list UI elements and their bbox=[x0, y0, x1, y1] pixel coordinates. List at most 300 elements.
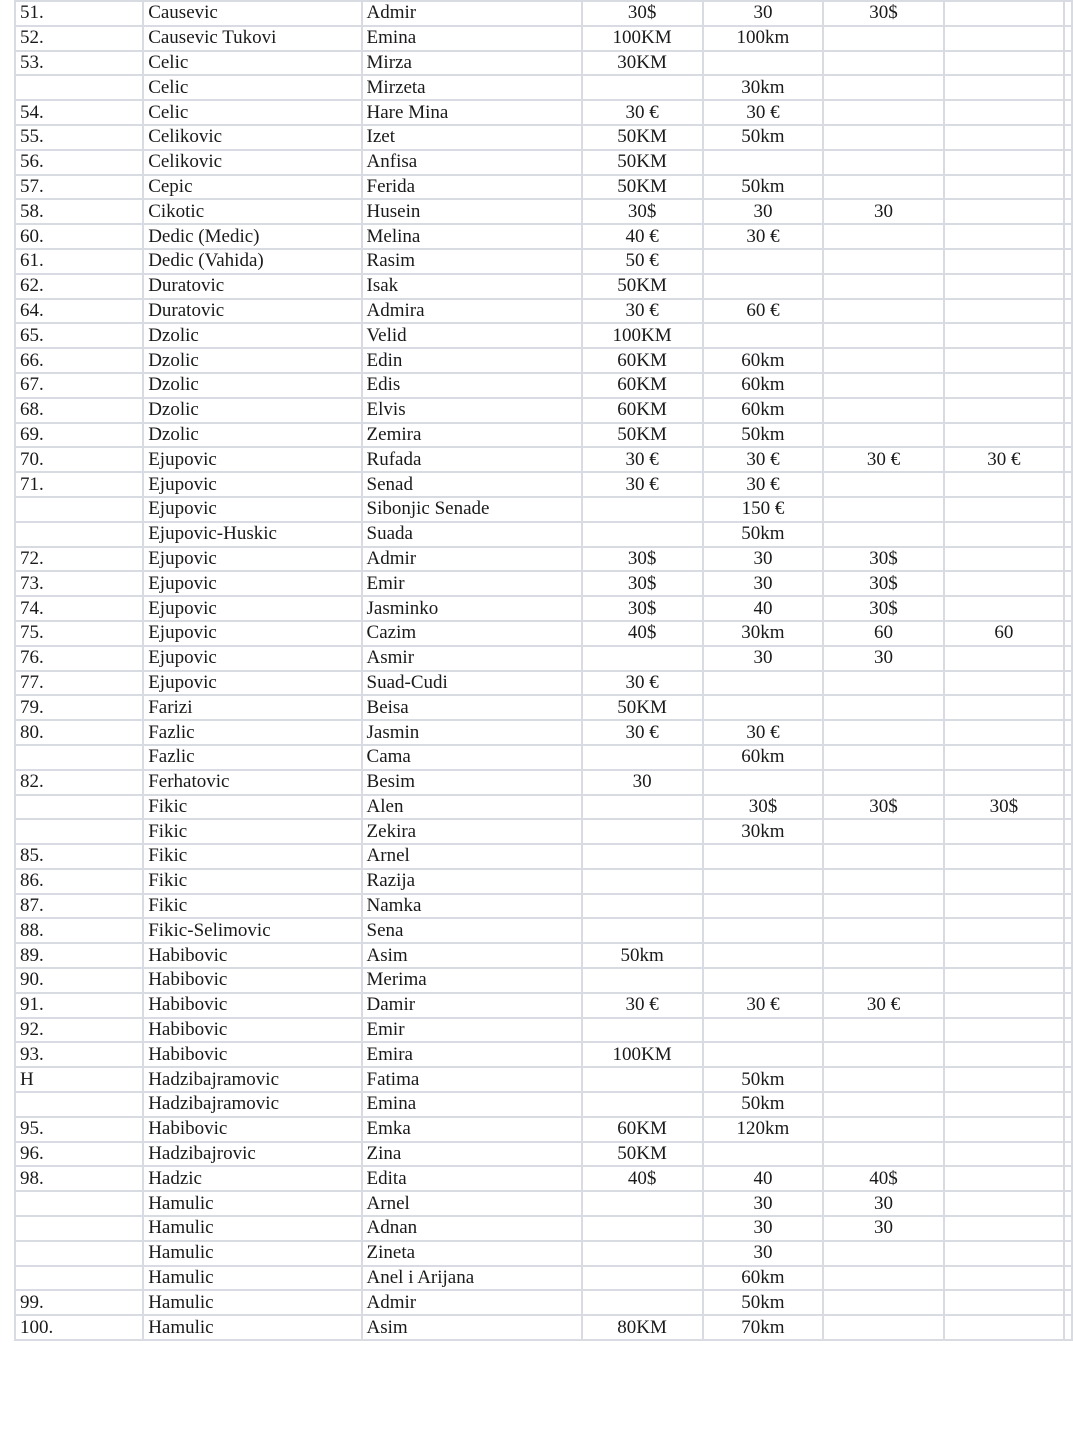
edge-cell bbox=[1064, 1092, 1072, 1117]
row-number-cell: 66. bbox=[15, 348, 143, 373]
last-name-cell: Habibovic bbox=[143, 1117, 361, 1142]
amount-1-cell: 60KM bbox=[582, 373, 703, 398]
first-name-cell: Izet bbox=[362, 125, 582, 150]
amount-3-cell: 30 € bbox=[823, 993, 943, 1018]
edge-cell bbox=[1064, 596, 1072, 621]
amount-3-cell: 30$ bbox=[823, 547, 943, 572]
edge-cell bbox=[1064, 224, 1072, 249]
amount-4-cell bbox=[944, 869, 1064, 894]
amount-4-cell bbox=[944, 1191, 1064, 1216]
table-row bbox=[15, 323, 1072, 348]
amount-3-cell bbox=[823, 1315, 943, 1340]
first-name-cell: Asim bbox=[362, 1315, 582, 1340]
first-name-cell: Admir bbox=[362, 1, 582, 26]
amount-3-cell bbox=[823, 671, 943, 696]
amount-2-cell bbox=[703, 943, 824, 968]
row-number-cell: 92. bbox=[15, 1018, 143, 1043]
amount-3-cell bbox=[823, 348, 943, 373]
amount-2-cell: 30 bbox=[703, 571, 824, 596]
edge-cell bbox=[1064, 1018, 1072, 1043]
edge-cell bbox=[1064, 398, 1072, 423]
amount-3-cell: 30 bbox=[823, 199, 943, 224]
amount-4-cell bbox=[944, 968, 1064, 993]
amount-2-cell bbox=[703, 249, 824, 274]
amount-1-cell: 30 € bbox=[582, 299, 703, 324]
last-name-cell: Dzolic bbox=[143, 348, 361, 373]
last-name-cell: Cepic bbox=[143, 175, 361, 200]
first-name-cell: Melina bbox=[362, 224, 582, 249]
amount-1-cell: 60KM bbox=[582, 348, 703, 373]
amount-2-cell: 120km bbox=[703, 1117, 824, 1142]
row-number-cell: 93. bbox=[15, 1042, 143, 1067]
amount-1-cell bbox=[582, 522, 703, 547]
edge-cell bbox=[1064, 646, 1072, 671]
first-name-cell: Emina bbox=[362, 1092, 582, 1117]
amount-4-cell bbox=[944, 646, 1064, 671]
first-name-cell: Adnan bbox=[362, 1216, 582, 1241]
amount-4-cell bbox=[944, 1042, 1064, 1067]
first-name-cell: Razija bbox=[362, 869, 582, 894]
amount-1-cell: 50KM bbox=[582, 423, 703, 448]
amount-3-cell bbox=[823, 150, 943, 175]
amount-1-cell: 100KM bbox=[582, 1042, 703, 1067]
amount-4-cell bbox=[944, 1315, 1064, 1340]
table-row bbox=[15, 224, 1072, 249]
amount-2-cell: 60 € bbox=[703, 299, 824, 324]
row-number-cell bbox=[15, 75, 143, 100]
amount-2-cell bbox=[703, 918, 824, 943]
amount-4-cell bbox=[944, 695, 1064, 720]
last-name-cell: Fikic bbox=[143, 795, 361, 820]
amount-4-cell bbox=[944, 26, 1064, 51]
amount-4-cell bbox=[944, 373, 1064, 398]
amount-4-cell bbox=[944, 671, 1064, 696]
last-name-cell: Celikovic bbox=[143, 125, 361, 150]
first-name-cell: Emir bbox=[362, 571, 582, 596]
amount-1-cell: 30 € bbox=[582, 447, 703, 472]
amount-2-cell: 30 bbox=[703, 1191, 824, 1216]
amount-2-cell bbox=[703, 671, 824, 696]
row-number-cell bbox=[15, 819, 143, 844]
amount-3-cell: 60 bbox=[823, 621, 943, 646]
table-row bbox=[15, 1191, 1072, 1216]
amount-3-cell bbox=[823, 819, 943, 844]
amount-4-cell bbox=[944, 249, 1064, 274]
last-name-cell: Hadzibajramovic bbox=[143, 1092, 361, 1117]
amount-2-cell bbox=[703, 869, 824, 894]
row-number-cell: 70. bbox=[15, 447, 143, 472]
amount-2-cell: 30km bbox=[703, 819, 824, 844]
first-name-cell: Zina bbox=[362, 1142, 582, 1167]
edge-cell bbox=[1064, 323, 1072, 348]
first-name-cell: Isak bbox=[362, 274, 582, 299]
first-name-cell: Mirzeta bbox=[362, 75, 582, 100]
row-number-cell: 60. bbox=[15, 224, 143, 249]
edge-cell bbox=[1064, 993, 1072, 1018]
amount-4-cell bbox=[944, 497, 1064, 522]
amount-1-cell bbox=[582, 1290, 703, 1315]
table-row bbox=[15, 1042, 1072, 1067]
first-name-cell: Edin bbox=[362, 348, 582, 373]
amount-2-cell: 30 bbox=[703, 1, 824, 26]
amount-4-cell bbox=[944, 398, 1064, 423]
amount-1-cell: 100KM bbox=[582, 26, 703, 51]
edge-cell bbox=[1064, 1166, 1072, 1191]
row-number-cell bbox=[15, 1241, 143, 1266]
amount-4-cell bbox=[944, 274, 1064, 299]
amount-4-cell: 60 bbox=[944, 621, 1064, 646]
last-name-cell: Dzolic bbox=[143, 398, 361, 423]
first-name-cell: Arnel bbox=[362, 844, 582, 869]
amount-3-cell bbox=[823, 1092, 943, 1117]
row-number-cell: H bbox=[15, 1067, 143, 1092]
last-name-cell: Ejupovic bbox=[143, 646, 361, 671]
edge-cell bbox=[1064, 943, 1072, 968]
amount-3-cell: 30 bbox=[823, 646, 943, 671]
row-number-cell: 51. bbox=[15, 1, 143, 26]
edge-cell bbox=[1064, 423, 1072, 448]
last-name-cell: Ejupovic bbox=[143, 497, 361, 522]
table-row bbox=[15, 1067, 1072, 1092]
last-name-cell: Hamulic bbox=[143, 1315, 361, 1340]
table-row bbox=[15, 1092, 1072, 1117]
table-row bbox=[15, 447, 1072, 472]
amount-1-cell bbox=[582, 968, 703, 993]
amount-3-cell bbox=[823, 26, 943, 51]
amount-1-cell bbox=[582, 1216, 703, 1241]
amount-4-cell bbox=[944, 1092, 1064, 1117]
amount-1-cell: 40 € bbox=[582, 224, 703, 249]
last-name-cell: Causevic Tukovi bbox=[143, 26, 361, 51]
edge-cell bbox=[1064, 1315, 1072, 1340]
amount-3-cell bbox=[823, 1241, 943, 1266]
amount-3-cell: 30$ bbox=[823, 596, 943, 621]
table-row bbox=[15, 770, 1072, 795]
row-number-cell: 76. bbox=[15, 646, 143, 671]
table-row bbox=[15, 1315, 1072, 1340]
amount-3-cell bbox=[823, 423, 943, 448]
amount-2-cell: 30 bbox=[703, 1241, 824, 1266]
amount-1-cell: 30 € bbox=[582, 100, 703, 125]
amount-3-cell bbox=[823, 299, 943, 324]
amount-4-cell bbox=[944, 1216, 1064, 1241]
first-name-cell: Sibonjic Senade bbox=[362, 497, 582, 522]
amount-4-cell bbox=[944, 819, 1064, 844]
edge-cell bbox=[1064, 175, 1072, 200]
last-name-cell: Hamulic bbox=[143, 1216, 361, 1241]
row-number-cell: 85. bbox=[15, 844, 143, 869]
table-row bbox=[15, 398, 1072, 423]
row-number-cell: 54. bbox=[15, 100, 143, 125]
table-row bbox=[15, 423, 1072, 448]
table-row bbox=[15, 1, 1072, 26]
edge-cell bbox=[1064, 770, 1072, 795]
amount-1-cell: 50 € bbox=[582, 249, 703, 274]
edge-cell bbox=[1064, 1067, 1072, 1092]
table-row bbox=[15, 894, 1072, 919]
table-row bbox=[15, 497, 1072, 522]
table-row bbox=[15, 522, 1072, 547]
row-number-cell bbox=[15, 1266, 143, 1291]
first-name-cell: Cama bbox=[362, 745, 582, 770]
amount-2-cell: 60km bbox=[703, 348, 824, 373]
amount-3-cell bbox=[823, 497, 943, 522]
table-row bbox=[15, 1266, 1072, 1291]
amount-2-cell: 30 € bbox=[703, 993, 824, 1018]
last-name-cell: Dzolic bbox=[143, 423, 361, 448]
row-number-cell bbox=[15, 745, 143, 770]
row-number-cell: 71. bbox=[15, 472, 143, 497]
first-name-cell: Zemira bbox=[362, 423, 582, 448]
amount-2-cell: 30 bbox=[703, 547, 824, 572]
amount-3-cell bbox=[823, 323, 943, 348]
row-number-cell: 72. bbox=[15, 547, 143, 572]
edge-cell bbox=[1064, 844, 1072, 869]
amount-3-cell bbox=[823, 1290, 943, 1315]
amount-2-cell: 50km bbox=[703, 1290, 824, 1315]
amount-4-cell bbox=[944, 1018, 1064, 1043]
amount-4-cell bbox=[944, 993, 1064, 1018]
amount-3-cell bbox=[823, 472, 943, 497]
amount-1-cell bbox=[582, 844, 703, 869]
first-name-cell: Emka bbox=[362, 1117, 582, 1142]
amount-4-cell bbox=[944, 894, 1064, 919]
amount-4-cell bbox=[944, 1067, 1064, 1092]
edge-cell bbox=[1064, 1191, 1072, 1216]
row-number-cell: 58. bbox=[15, 199, 143, 224]
amount-1-cell: 50KM bbox=[582, 175, 703, 200]
amount-2-cell: 60km bbox=[703, 398, 824, 423]
amount-2-cell bbox=[703, 150, 824, 175]
row-number-cell: 96. bbox=[15, 1142, 143, 1167]
amount-4-cell bbox=[944, 720, 1064, 745]
amount-3-cell: 30$ bbox=[823, 1, 943, 26]
last-name-cell: Ejupovic bbox=[143, 447, 361, 472]
row-number-cell: 73. bbox=[15, 571, 143, 596]
last-name-cell: Celic bbox=[143, 51, 361, 76]
last-name-cell: Fazlic bbox=[143, 745, 361, 770]
amount-3-cell bbox=[823, 100, 943, 125]
first-name-cell: Fatima bbox=[362, 1067, 582, 1092]
amount-3-cell bbox=[823, 398, 943, 423]
edge-cell bbox=[1064, 249, 1072, 274]
amount-1-cell: 100KM bbox=[582, 323, 703, 348]
first-name-cell: Besim bbox=[362, 770, 582, 795]
last-name-cell: Celic bbox=[143, 100, 361, 125]
amount-1-cell bbox=[582, 75, 703, 100]
amount-3-cell bbox=[823, 968, 943, 993]
row-number-cell: 62. bbox=[15, 274, 143, 299]
edge-cell bbox=[1064, 497, 1072, 522]
amount-2-cell: 30 € bbox=[703, 224, 824, 249]
amount-4-cell bbox=[944, 1166, 1064, 1191]
first-name-cell: Cazim bbox=[362, 621, 582, 646]
amount-3-cell bbox=[823, 770, 943, 795]
edge-cell bbox=[1064, 1, 1072, 26]
row-number-cell bbox=[15, 522, 143, 547]
table-row bbox=[15, 249, 1072, 274]
edge-cell bbox=[1064, 472, 1072, 497]
amount-1-cell: 30$ bbox=[582, 596, 703, 621]
edge-cell bbox=[1064, 373, 1072, 398]
amount-1-cell: 50KM bbox=[582, 695, 703, 720]
edge-cell bbox=[1064, 918, 1072, 943]
first-name-cell: Velid bbox=[362, 323, 582, 348]
table-row bbox=[15, 472, 1072, 497]
last-name-cell: Ejupovic bbox=[143, 571, 361, 596]
amount-3-cell bbox=[823, 51, 943, 76]
amount-4-cell bbox=[944, 125, 1064, 150]
amount-1-cell bbox=[582, 1266, 703, 1291]
last-name-cell: Hadzic bbox=[143, 1166, 361, 1191]
amount-3-cell bbox=[823, 224, 943, 249]
table-row bbox=[15, 75, 1072, 100]
amount-4-cell bbox=[944, 1290, 1064, 1315]
last-name-cell: Hamulic bbox=[143, 1290, 361, 1315]
amount-1-cell: 30$ bbox=[582, 199, 703, 224]
amount-2-cell: 70km bbox=[703, 1315, 824, 1340]
row-number-cell bbox=[15, 497, 143, 522]
last-name-cell: Ejupovic bbox=[143, 671, 361, 696]
edge-cell bbox=[1064, 447, 1072, 472]
last-name-cell: Habibovic bbox=[143, 1018, 361, 1043]
row-number-cell: 75. bbox=[15, 621, 143, 646]
amount-1-cell bbox=[582, 745, 703, 770]
amount-1-cell: 50km bbox=[582, 943, 703, 968]
amount-1-cell: 30 € bbox=[582, 472, 703, 497]
edge-cell bbox=[1064, 51, 1072, 76]
amount-1-cell bbox=[582, 497, 703, 522]
first-name-cell: Alen bbox=[362, 795, 582, 820]
amount-3-cell bbox=[823, 1142, 943, 1167]
amount-1-cell bbox=[582, 1092, 703, 1117]
table-row bbox=[15, 844, 1072, 869]
edge-cell bbox=[1064, 522, 1072, 547]
row-number-cell: 90. bbox=[15, 968, 143, 993]
amount-2-cell bbox=[703, 894, 824, 919]
row-number-cell: 98. bbox=[15, 1166, 143, 1191]
amount-4-cell bbox=[944, 323, 1064, 348]
amount-4-cell bbox=[944, 571, 1064, 596]
table-row bbox=[15, 125, 1072, 150]
amount-3-cell bbox=[823, 1117, 943, 1142]
amount-3-cell bbox=[823, 918, 943, 943]
amount-2-cell: 50km bbox=[703, 522, 824, 547]
edge-cell bbox=[1064, 869, 1072, 894]
first-name-cell: Asim bbox=[362, 943, 582, 968]
amount-3-cell bbox=[823, 522, 943, 547]
first-name-cell: Admir bbox=[362, 547, 582, 572]
first-name-cell: Merima bbox=[362, 968, 582, 993]
row-number-cell: 64. bbox=[15, 299, 143, 324]
edge-cell bbox=[1064, 968, 1072, 993]
table-row bbox=[15, 943, 1072, 968]
edge-cell bbox=[1064, 894, 1072, 919]
edge-cell bbox=[1064, 571, 1072, 596]
amount-3-cell bbox=[823, 125, 943, 150]
amount-3-cell: 40$ bbox=[823, 1166, 943, 1191]
row-number-cell: 55. bbox=[15, 125, 143, 150]
row-number-cell: 89. bbox=[15, 943, 143, 968]
table-row bbox=[15, 671, 1072, 696]
row-number-cell: 95. bbox=[15, 1117, 143, 1142]
amount-3-cell bbox=[823, 695, 943, 720]
table-row bbox=[15, 795, 1072, 820]
table-row bbox=[15, 1166, 1072, 1191]
row-number-cell bbox=[15, 1216, 143, 1241]
amount-1-cell: 30 € bbox=[582, 993, 703, 1018]
table-row bbox=[15, 1241, 1072, 1266]
row-number-cell bbox=[15, 1191, 143, 1216]
amount-1-cell bbox=[582, 795, 703, 820]
row-number-cell: 65. bbox=[15, 323, 143, 348]
amount-4-cell bbox=[944, 299, 1064, 324]
table-row bbox=[15, 720, 1072, 745]
table-row bbox=[15, 621, 1072, 646]
amount-2-cell: 30km bbox=[703, 621, 824, 646]
amount-1-cell bbox=[582, 1018, 703, 1043]
last-name-cell: Duratovic bbox=[143, 274, 361, 299]
last-name-cell: Fazlic bbox=[143, 720, 361, 745]
amount-2-cell: 30 bbox=[703, 199, 824, 224]
first-name-cell: Anel i Arijana bbox=[362, 1266, 582, 1291]
table-row bbox=[15, 571, 1072, 596]
amount-3-cell bbox=[823, 1018, 943, 1043]
amount-3-cell bbox=[823, 869, 943, 894]
amount-3-cell bbox=[823, 943, 943, 968]
first-name-cell: Beisa bbox=[362, 695, 582, 720]
table-row bbox=[15, 745, 1072, 770]
table-row bbox=[15, 373, 1072, 398]
amount-2-cell bbox=[703, 770, 824, 795]
table-row bbox=[15, 819, 1072, 844]
amount-3-cell bbox=[823, 894, 943, 919]
row-number-cell: 77. bbox=[15, 671, 143, 696]
amount-2-cell bbox=[703, 968, 824, 993]
table-row bbox=[15, 1142, 1072, 1167]
amount-1-cell bbox=[582, 646, 703, 671]
last-name-cell: Dzolic bbox=[143, 373, 361, 398]
amount-1-cell: 50KM bbox=[582, 274, 703, 299]
amount-1-cell: 40$ bbox=[582, 1166, 703, 1191]
amount-4-cell bbox=[944, 51, 1064, 76]
edge-cell bbox=[1064, 1117, 1072, 1142]
last-name-cell: Habibovic bbox=[143, 968, 361, 993]
amount-1-cell: 50KM bbox=[582, 150, 703, 175]
amount-2-cell bbox=[703, 274, 824, 299]
amount-4-cell bbox=[944, 423, 1064, 448]
last-name-cell: Cikotic bbox=[143, 199, 361, 224]
row-number-cell: 67. bbox=[15, 373, 143, 398]
amount-2-cell bbox=[703, 1042, 824, 1067]
edge-cell bbox=[1064, 75, 1072, 100]
row-number-cell: 82. bbox=[15, 770, 143, 795]
last-name-cell: Fikic bbox=[143, 894, 361, 919]
amount-4-cell bbox=[944, 348, 1064, 373]
amount-2-cell: 30 € bbox=[703, 447, 824, 472]
amount-4-cell bbox=[944, 918, 1064, 943]
first-name-cell: Hare Mina bbox=[362, 100, 582, 125]
amount-4-cell bbox=[944, 1266, 1064, 1291]
amount-1-cell bbox=[582, 819, 703, 844]
table-row bbox=[15, 968, 1072, 993]
edge-cell bbox=[1064, 671, 1072, 696]
amount-3-cell: 30 € bbox=[823, 447, 943, 472]
amount-2-cell: 60km bbox=[703, 1266, 824, 1291]
amount-4-cell bbox=[944, 224, 1064, 249]
last-name-cell: Habibovic bbox=[143, 1042, 361, 1067]
last-name-cell: Fikic-Selimovic bbox=[143, 918, 361, 943]
